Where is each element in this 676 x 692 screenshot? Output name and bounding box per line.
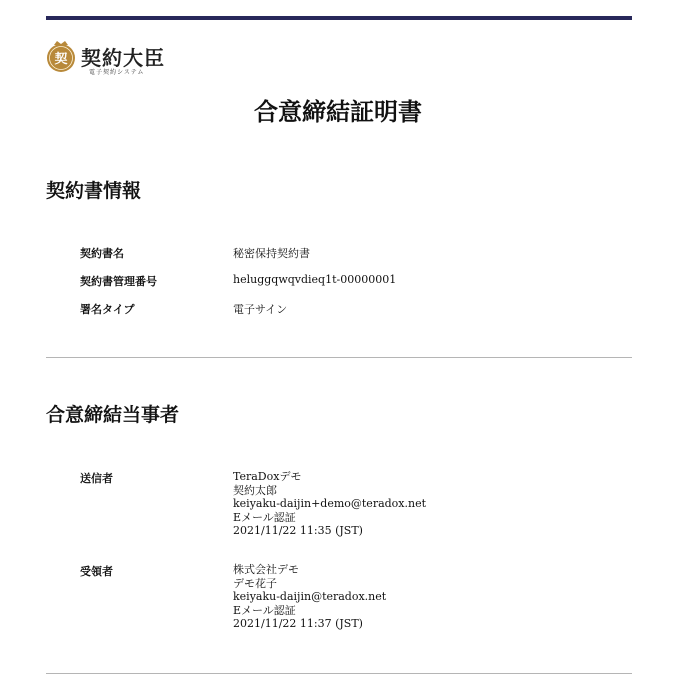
- sender-auth: Eメール認証: [233, 510, 296, 524]
- logo-name: 契約大臣: [81, 46, 165, 70]
- sender-company: TeraDoxデモ: [233, 470, 302, 483]
- contract-id-value: heluggqwqvdieq1t-00000001: [233, 273, 397, 286]
- svg-text:契: 契: [54, 52, 68, 67]
- contract-name-label: 契約書名: [80, 247, 124, 260]
- recipient-details: [233, 563, 386, 631]
- header-accent-bar: [46, 16, 632, 20]
- signature-type-value: 電子サイン: [233, 303, 288, 316]
- logo-subtitle: 電子契約システム: [89, 69, 145, 76]
- signature-type-label: 署名タイプ: [80, 303, 135, 316]
- contract-id-label: 契約書管理番号: [80, 275, 157, 288]
- sender-details: [233, 470, 426, 538]
- recipient-email: keiyaku-daijin@teradox.net: [233, 590, 387, 603]
- sender-label: 送信者: [80, 472, 113, 485]
- sender-datetime: 2021/11/22 11:35 (JST): [233, 524, 363, 537]
- recipient-label: 受領者: [80, 565, 113, 578]
- section-divider-bottom: [46, 673, 632, 674]
- contract-name-value: 秘密保持契約書: [233, 247, 310, 260]
- sender-email: keiyaku-daijin+demo@teradox.net: [233, 497, 427, 510]
- parties-heading: 合意締結当事者: [46, 404, 180, 426]
- document-title: 合意締結証明書: [254, 97, 422, 126]
- contract-info-heading: 契約書情報: [46, 180, 142, 202]
- sender-name: 契約太郎: [233, 483, 277, 497]
- recipient-name: デモ花子: [233, 576, 277, 590]
- logo-emblem-icon: [45, 40, 77, 74]
- section-divider: [46, 357, 632, 358]
- recipient-auth: Eメール認証: [233, 603, 296, 617]
- recipient-datetime: 2021/11/22 11:37 (JST): [233, 617, 363, 630]
- recipient-company: 株式会社デモ: [233, 563, 299, 576]
